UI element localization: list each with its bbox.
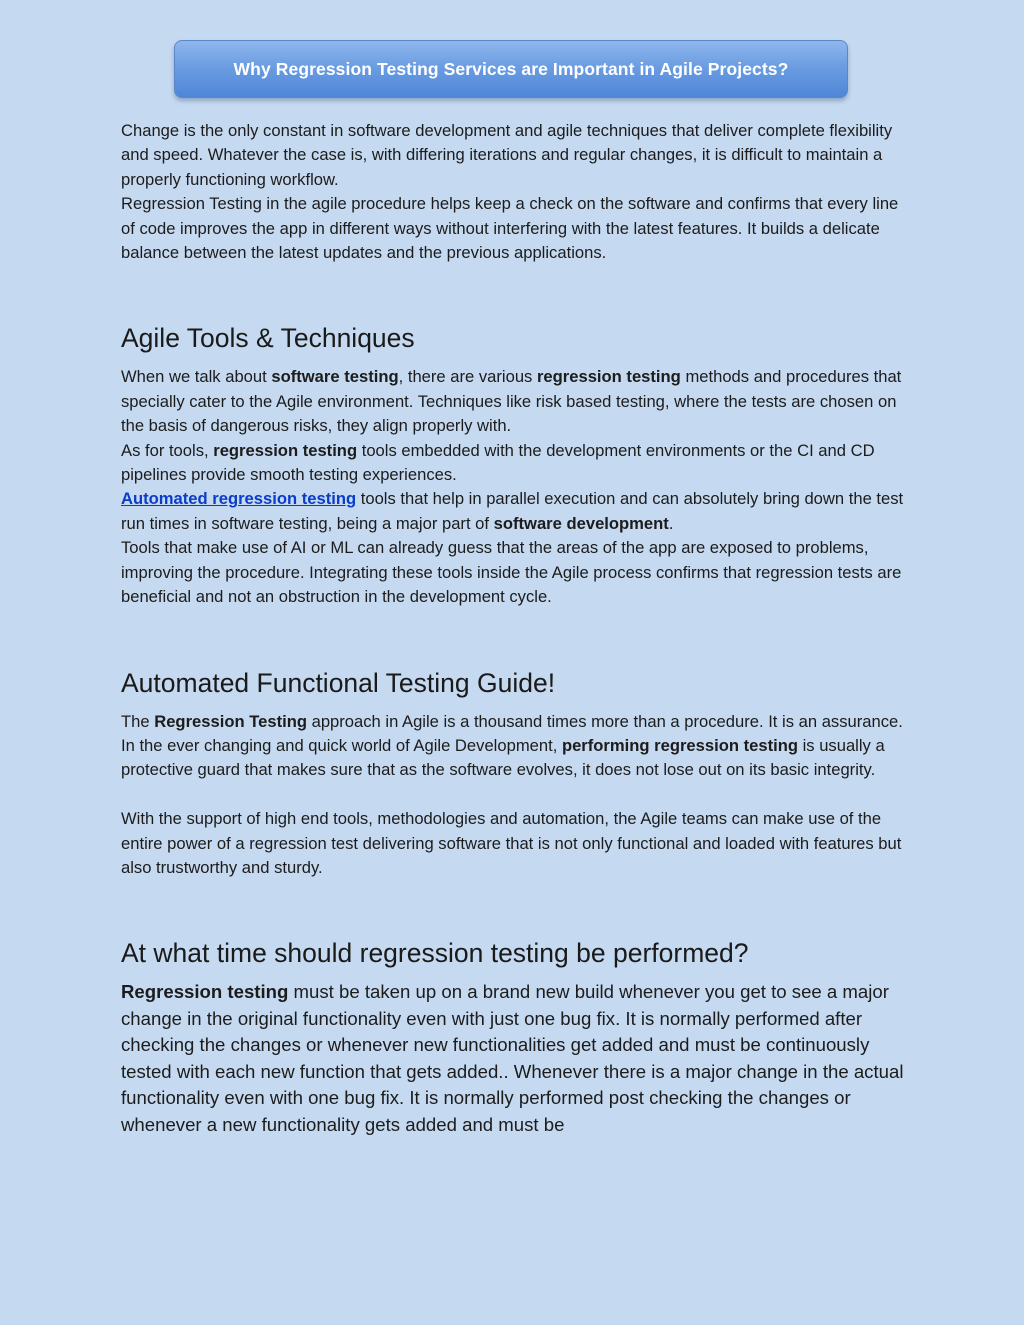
bold-term: Regression Testing bbox=[154, 711, 307, 731]
when-to-perform-block bbox=[121, 979, 911, 1138]
agile-tools-paragraph-3 bbox=[121, 487, 911, 536]
document-body bbox=[121, 119, 911, 1138]
text-run: The bbox=[121, 711, 155, 731]
text-run: As for tools, bbox=[121, 440, 214, 460]
section-heading-when-to-perform: At what time should regression testing be performed? bbox=[121, 938, 749, 969]
text-run: , there are various bbox=[398, 367, 537, 387]
when-to-perform-paragraph bbox=[121, 979, 911, 1138]
bold-term: regression testing bbox=[213, 440, 358, 460]
text-run: methods and procedures that specially cater to the Agile environment. Techniques like risk based testing, where the tests are chosen on the basis of dangerous risks, they align properly with. bbox=[121, 367, 902, 436]
bold-term: software development bbox=[493, 513, 669, 533]
text-run: In the ever changing and quick world of Agile Development, bbox=[121, 735, 562, 755]
agile-tools-paragraph-1 bbox=[121, 365, 911, 438]
section-heading-functional-testing: Automated Functional Testing Guide! bbox=[121, 667, 556, 698]
bold-term: software testing bbox=[271, 367, 399, 387]
agile-tools-paragraph-2 bbox=[121, 439, 911, 488]
intro-paragraph-2: Regression Testing in the agile procedure helps keep a check on the software and confirms that every line of code improves the app in different ways without interfering with the latest features. It builds a delicate balance between the latest updates and the previous applications. bbox=[121, 194, 899, 263]
text-run: is usually a protective guard that makes sure that as the software evolves, it does not lose out on its basic integrity. bbox=[121, 735, 885, 780]
title-banner bbox=[174, 40, 848, 98]
intro-paragraph-1: Change is the only constant in software development and agile techniques that deliver complete flexibility and speed. Whatever the case is, with differing iterations and regular changes, it is difficult to maintain a properly functioning workflow. bbox=[121, 121, 893, 189]
text-run: approach in Agile is a thousand times more than a procedure. It is an assurance. bbox=[306, 711, 903, 731]
agile-tools-paragraph-4: Tools that make use of AI or ML can already guess that the areas of the app are exposed to problems, improving the procedure. Integrating these tools inside the Agile process confirms that regression tests are beneficial and not an obstruction in the development cycle. bbox=[121, 538, 902, 607]
text-run: tools that help in parallel execution and can absolutely bring down the test run times in software testing, being a major part of bbox=[121, 489, 904, 533]
text-run: tools embedded with the development environments or the CI and CD pipelines provide smooth testing experiences. bbox=[121, 440, 875, 485]
text-run: When we talk about bbox=[121, 367, 272, 387]
bold-term: Regression testing bbox=[121, 981, 289, 1003]
text-run: must be taken up on a brand new build whenever you get to see a major change in the original functionality even with just one bug fix. It is normally performed after checking the changes or whenever new functionalities get added and must be continuously tested with each new function that gets added.. Whenever there is a major change in the actual functionality even with one bug fix. It is normally performed post checking the changes or whenever a new functionality gets added and must be bbox=[121, 981, 904, 1135]
functional-testing-paragraph-2 bbox=[121, 734, 911, 783]
section-heading-agile-tools: Agile Tools & Techniques bbox=[121, 323, 415, 354]
functional-testing-paragraph-1 bbox=[121, 710, 911, 734]
automated-regression-testing-link[interactable]: Automated regression testing bbox=[121, 489, 357, 509]
text-run: . bbox=[668, 513, 674, 533]
bold-term: performing regression testing bbox=[561, 735, 798, 755]
functional-testing-paragraph-3: With the support of high end tools, methodologies and automation, the Agile teams can make use of the entire power of a regression test delivering software that is not only functional and loaded with features but also trustworthy and sturdy. bbox=[121, 809, 902, 877]
bold-term: regression testing bbox=[536, 367, 681, 387]
page-title: Why Regression Testing Services are Important in Agile Projects? bbox=[233, 58, 789, 79]
